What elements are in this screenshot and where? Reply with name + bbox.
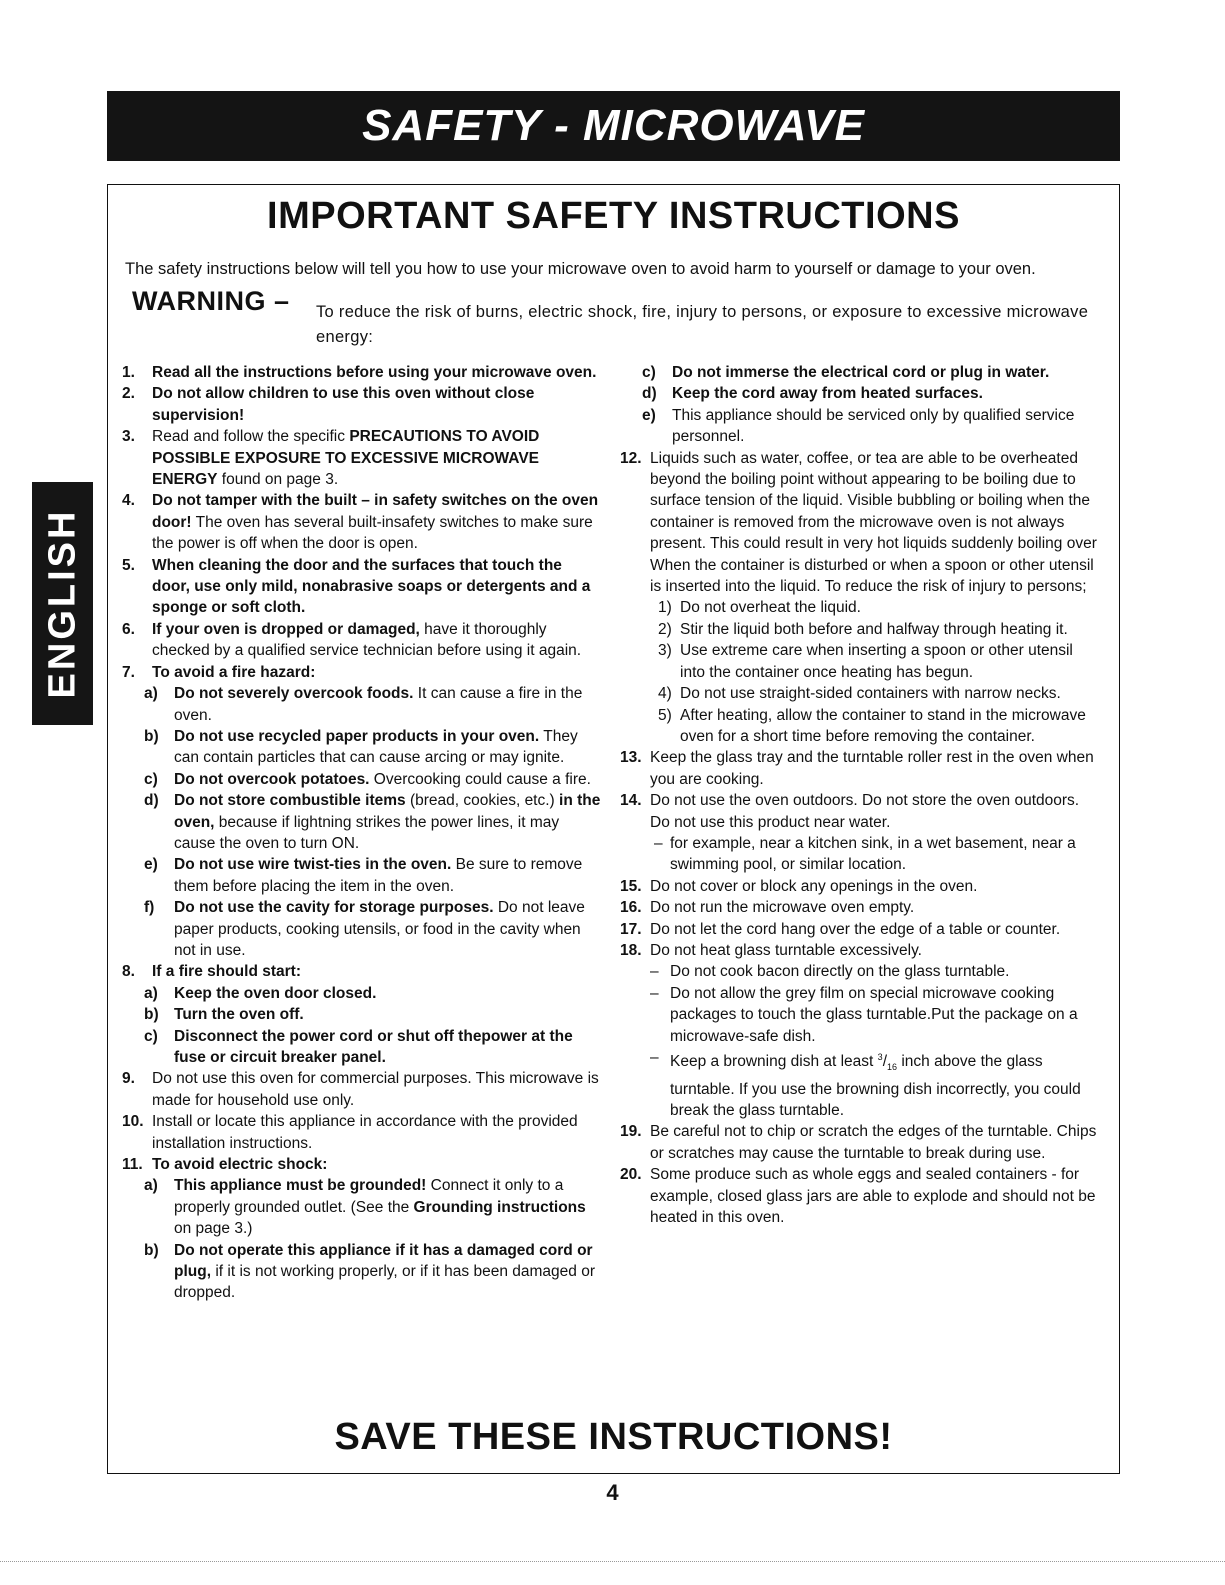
instruction-item bbox=[122, 683, 602, 726]
instruction-item bbox=[620, 897, 1100, 918]
instruction-item bbox=[122, 662, 602, 683]
item-number: 4) bbox=[658, 685, 672, 703]
item-text: Do not tamper with the built – in safety switches on the oven door! The oven has several built-insafety switches to make sure the power is off when the door is open. bbox=[152, 492, 599, 553]
instruction-item bbox=[122, 619, 602, 662]
item-number: a) bbox=[144, 685, 158, 703]
item-number: 10. bbox=[122, 1113, 144, 1131]
item-text: Do not let the cord hang over the edge of a table or counter. bbox=[650, 920, 1061, 938]
item-number: 6. bbox=[122, 620, 135, 638]
item-number: 18. bbox=[620, 941, 642, 959]
item-text: Do not store combustible items (bread, cookies, etc.) in the oven, because if lightning strikes the power lines, it may cause the oven to turn ON. bbox=[174, 792, 601, 852]
item-text: Do not use this oven for commercial purposes. This microwave is made for household use only. bbox=[152, 1070, 599, 1109]
item-text: Do not use wire twist-ties in the oven. Be sure to remove them before placing the item in the oven. bbox=[174, 856, 583, 895]
item-text: for example, near a kitchen sink, in a wet basement, near a swimming pool, or similar location. bbox=[670, 834, 1076, 874]
instruction-item bbox=[620, 683, 1100, 704]
instruction-item bbox=[122, 983, 602, 1004]
item-number: b) bbox=[144, 727, 159, 745]
item-number: c) bbox=[144, 1027, 158, 1045]
instruction-item bbox=[122, 961, 602, 982]
item-text: Keep the glass tray and the turntable roller rest in the oven when you are cooking. bbox=[650, 749, 1094, 788]
item-text: Do not immerse the electrical cord or plug in water. bbox=[672, 364, 1050, 381]
divider bbox=[0, 1561, 1225, 1562]
item-number: 5. bbox=[122, 556, 135, 574]
warning-label: WARNING – bbox=[132, 286, 290, 316]
item-number: 1) bbox=[658, 599, 672, 617]
instruction-item bbox=[122, 426, 602, 490]
item-text: Do not allow the grey film on special microwave cooking packages to touch the glass turntable.Put the package on a microwave-safe dish. bbox=[670, 984, 1078, 1045]
item-number: 11. bbox=[122, 1156, 143, 1174]
language-tab-label: ENGLISH bbox=[41, 508, 83, 699]
instruction-item bbox=[620, 619, 1100, 640]
item-number: 4. bbox=[122, 492, 135, 510]
instruction-item bbox=[620, 919, 1100, 940]
item-text: Do not use straight-sided containers with narrow necks. bbox=[680, 685, 1061, 703]
instructions-frame bbox=[107, 184, 1120, 1474]
instruction-item bbox=[122, 854, 602, 897]
instruction-item bbox=[620, 1164, 1100, 1228]
item-text: Keep a browning dish at least $^3/_{16}$ inch above the glass turntable. If you use the browning dish incorrectly, you could break the glass turntable. bbox=[670, 1052, 1081, 1120]
instruction-item bbox=[620, 1121, 1100, 1164]
instruction-item bbox=[122, 726, 602, 769]
section-banner: SAFETY - MICROWAVE bbox=[107, 91, 1120, 161]
item-number: 2) bbox=[658, 620, 672, 638]
item-number: c) bbox=[642, 364, 656, 381]
item-number: – bbox=[654, 834, 663, 852]
item-number: 7. bbox=[122, 663, 135, 681]
item-text: Do not allow children to use this oven without close supervision! bbox=[152, 385, 535, 424]
warning-text: To reduce the risk of burns, electric shock, fire, injury to persons, or exposure to excessive microwave energy: bbox=[316, 303, 1089, 346]
page-number: 4 bbox=[606, 1480, 619, 1505]
item-text: Install or locate this appliance in accordance with the provided installation instructions. bbox=[152, 1113, 578, 1152]
item-number: 9. bbox=[122, 1070, 135, 1088]
instruction-item bbox=[122, 769, 602, 790]
instruction-item bbox=[122, 1068, 602, 1111]
left-column bbox=[122, 362, 602, 1304]
instruction-item bbox=[122, 1004, 602, 1025]
item-number: a) bbox=[144, 984, 158, 1002]
instruction-item bbox=[620, 405, 1100, 448]
language-tab bbox=[32, 482, 93, 725]
item-number: – bbox=[650, 963, 659, 981]
item-text: Do not overheat the liquid. bbox=[680, 599, 861, 617]
instruction-item bbox=[620, 705, 1100, 748]
item-text: Do not run the microwave oven empty. bbox=[650, 899, 915, 917]
instruction-item bbox=[620, 790, 1100, 833]
instruction-item bbox=[620, 961, 1100, 982]
right-column bbox=[620, 362, 1100, 1229]
item-text: If a fire should start: bbox=[152, 963, 301, 981]
instruction-item bbox=[122, 490, 602, 554]
item-number: 16. bbox=[620, 899, 642, 917]
instruction-item bbox=[620, 940, 1100, 961]
item-text: Turn the oven off. bbox=[174, 1006, 304, 1024]
item-text: To avoid electric shock: bbox=[152, 1156, 328, 1174]
instruction-item bbox=[122, 1240, 602, 1304]
item-number: 2. bbox=[122, 385, 135, 403]
item-number: 14. bbox=[620, 792, 642, 810]
instruction-item bbox=[620, 1047, 1100, 1121]
instruction-item bbox=[620, 983, 1100, 1047]
item-number: 15. bbox=[620, 877, 642, 895]
item-text: Do not heat glass turntable excessively. bbox=[650, 941, 922, 959]
item-text: Do not cover or block any openings in the oven. bbox=[650, 877, 978, 895]
instruction-item bbox=[122, 1154, 602, 1175]
instruction-item bbox=[122, 897, 602, 961]
item-text: When cleaning the door and the surfaces that touch the door, use only mild, nonabrasive soaps or detergents and a sponge or soft cloth. bbox=[152, 556, 591, 617]
item-text: Use extreme care when inserting a spoon or other utensil into the container once heating has begun. bbox=[680, 642, 1073, 681]
instruction-item bbox=[122, 555, 602, 619]
item-text: Stir the liquid both before and halfway through heating it. bbox=[680, 620, 1068, 638]
instruction-item bbox=[620, 876, 1100, 897]
item-text: Some produce such as whole eggs and sealed containers - for example, closed glass jars are able to explode and should not be heated in this oven. bbox=[650, 1166, 1096, 1227]
item-number: 1. bbox=[122, 364, 135, 381]
instruction-item bbox=[620, 362, 1100, 383]
instruction-item bbox=[122, 1175, 602, 1239]
item-text: Keep the cord away from heated surfaces. bbox=[672, 385, 983, 403]
instruction-item bbox=[122, 362, 602, 383]
item-number: e) bbox=[144, 856, 158, 874]
item-text: Do not cook bacon directly on the glass turntable. bbox=[670, 963, 1010, 981]
item-number: f) bbox=[144, 899, 155, 917]
instruction-item bbox=[620, 448, 1100, 598]
item-text: Do not use recycled paper products in your oven. They can contain particles that can cause arcing or may ignite. bbox=[174, 727, 578, 767]
item-text: Do not use the cavity for storage purposes. Do not leave paper products, cooking utensils, or food in the cavity when not in use. bbox=[174, 899, 585, 959]
item-number: c) bbox=[144, 770, 158, 788]
item-text: This appliance must be grounded! Connect it only to a properly grounded outlet. (See the Grounding instructions on page 3.) bbox=[174, 1177, 586, 1238]
item-text: Disconnect the power cord or shut off thepower at the fuse or circuit breaker panel. bbox=[174, 1027, 573, 1066]
item-number: d) bbox=[144, 792, 159, 810]
item-number: 5) bbox=[658, 706, 672, 724]
item-text: This appliance should be serviced only by qualified service personnel. bbox=[672, 406, 1075, 446]
page-title: IMPORTANT SAFETY INSTRUCTIONS bbox=[267, 195, 960, 237]
item-number: b) bbox=[144, 1241, 159, 1259]
item-text: Do not operate this appliance if it has a damaged cord or plug, if it is not working properly, or if it has been damaged or dropped. bbox=[174, 1241, 595, 1302]
item-number: 17. bbox=[620, 920, 642, 938]
item-text: Be careful not to chip or scratch the edges of the turntable. Chips or scratches may cause the turntable to break during use. bbox=[650, 1123, 1097, 1162]
intro-text: The safety instructions below will tell you how to use your microwave oven to avoid harm to yourself or damage to your oven. bbox=[125, 260, 1036, 278]
item-number: – bbox=[650, 1049, 659, 1066]
item-text: If your oven is dropped or damaged, have it thoroughly checked by a qualified service technician before using it again. bbox=[152, 620, 582, 660]
item-text: Liquids such as water, coffee, or tea are able to be overheated beyond the boiling point without appearing to be boiling due to surface tension of the liquid. Visible bubbling or boiling when the container is removed from the microwave oven is not always present. This could result in very hot liquids suddenly boiling over When the container is disturbed or when a spoon or other utensil is inserted into the liquid. To reduce the risk of injury to persons; bbox=[650, 449, 1097, 596]
instruction-item bbox=[620, 747, 1100, 790]
item-number: e) bbox=[642, 406, 656, 424]
item-number: 20. bbox=[620, 1166, 642, 1184]
instruction-item bbox=[122, 790, 602, 854]
item-number: 3. bbox=[122, 428, 135, 446]
item-text: Keep the oven door closed. bbox=[174, 984, 377, 1002]
item-number: 3) bbox=[658, 642, 672, 660]
item-text: Read all the instructions before using your microwave oven. bbox=[152, 364, 597, 381]
instruction-item bbox=[620, 833, 1100, 876]
item-number: 12. bbox=[620, 449, 642, 467]
instruction-item bbox=[122, 1026, 602, 1069]
item-number: 13. bbox=[620, 749, 642, 767]
instruction-item bbox=[122, 383, 602, 426]
item-text: After heating, allow the container to stand in the microwave oven for a short time before removing the container. bbox=[680, 706, 1086, 745]
instruction-item bbox=[620, 597, 1100, 618]
item-number: – bbox=[650, 984, 659, 1002]
item-text: Read and follow the specific PRECAUTIONS TO AVOID POSSIBLE EXPOSURE TO EXCESSIVE MICROWAVE ENERGY found on page 3. bbox=[152, 428, 540, 489]
item-number: 8. bbox=[122, 963, 135, 981]
instruction-item bbox=[122, 1111, 602, 1154]
instruction-item bbox=[620, 383, 1100, 404]
item-number: 19. bbox=[620, 1123, 642, 1141]
item-number: a) bbox=[144, 1177, 158, 1195]
instruction-item bbox=[620, 640, 1100, 683]
save-instructions-heading: SAVE THESE INSTRUCTIONS! bbox=[334, 1416, 893, 1458]
item-text: Do not overcook potatoes. Overcooking could cause a fire. bbox=[174, 770, 591, 788]
item-text: Do not severely overcook foods. It can cause a fire in the oven. bbox=[174, 685, 583, 724]
item-number: d) bbox=[642, 385, 657, 403]
item-number: b) bbox=[144, 1006, 159, 1024]
item-text: To avoid a fire hazard: bbox=[152, 663, 316, 681]
item-text: Do not use the oven outdoors. Do not store the oven outdoors. Do not use this product near water. bbox=[650, 792, 1080, 831]
